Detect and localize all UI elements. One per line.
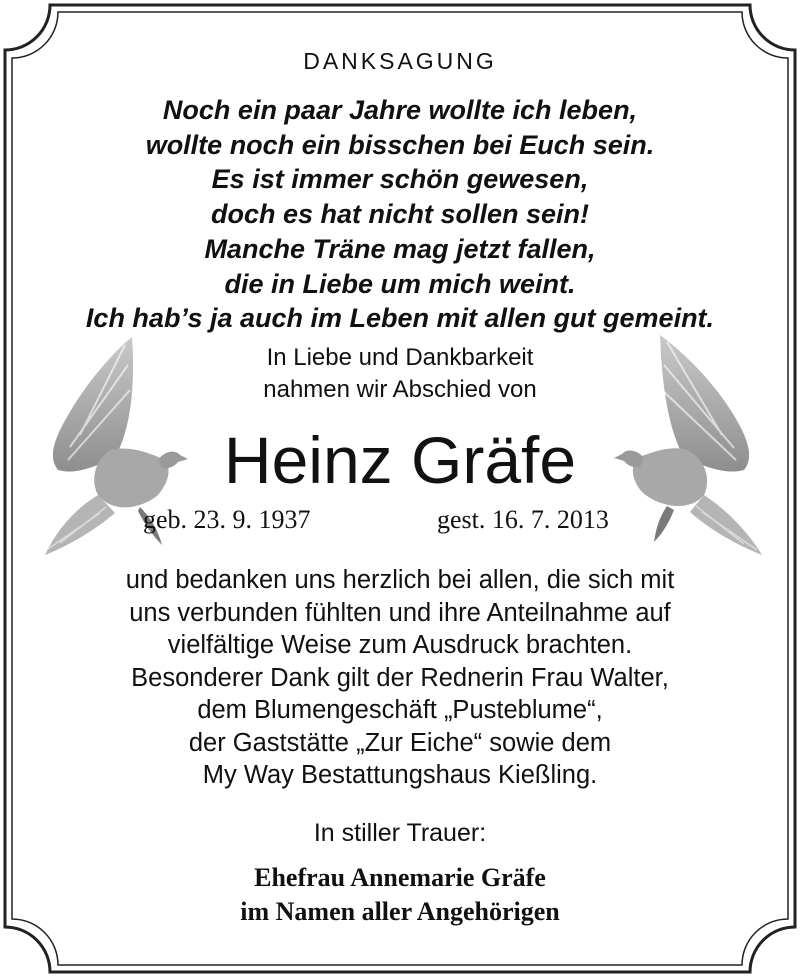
poem-line: die in Liebe um mich weint. bbox=[224, 268, 576, 299]
poem-line: Manche Träne mag jetzt fallen, bbox=[204, 233, 596, 264]
poem bbox=[0, 93, 800, 336]
death-date: gest. 16. 7. 2013 bbox=[437, 505, 609, 534]
thanks-text bbox=[0, 564, 800, 792]
thanks-line: vielfältige Weise zum Ausdruck brachten. bbox=[167, 631, 633, 659]
poem-line: doch es hat nicht sollen sein! bbox=[210, 199, 590, 230]
poem-line: Noch ein paar Jahre wollte ich leben, bbox=[162, 95, 638, 125]
thanks-line: My Way Bestattungshaus Kießling. bbox=[202, 761, 598, 789]
intro-line: nahmen wir Abschied von bbox=[263, 376, 537, 403]
heading: DANKSAGUNG bbox=[303, 48, 497, 74]
signoff-line: Ehefrau Annemarie Gräfe bbox=[254, 863, 546, 892]
intro-line: In Liebe und Dankbarkeit bbox=[266, 344, 534, 371]
mourning-label: In stiller Trauer: bbox=[313, 819, 487, 847]
deceased-name: Heinz Gräfe bbox=[223, 423, 577, 497]
thanks-line: uns verbunden fühlten und ihre Anteilnahme auf bbox=[129, 598, 671, 627]
poem-line: wollte noch ein bisschen bei Euch sein. bbox=[145, 129, 655, 160]
birth-date: geb. 23. 9. 1937 bbox=[143, 505, 311, 534]
thanks-line: und bedanken uns herzlich bei allen, die sich mit bbox=[125, 566, 675, 594]
intro-text bbox=[0, 342, 800, 406]
thanks-line: der Gaststätte „Zur Eiche“ sowie dem bbox=[188, 728, 612, 757]
thanks-line: dem Blumengeschäft „Pusteblume“, bbox=[197, 696, 603, 724]
signoff-line: im Namen aller Angehörigen bbox=[240, 897, 560, 926]
poem-line: Es ist immer schön gewesen, bbox=[211, 164, 589, 195]
thanks-line: Besonderer Dank gilt der Rednerin Frau Walter, bbox=[131, 663, 669, 692]
signoff bbox=[0, 861, 800, 929]
poem-line: Ich hab’s ja auch im Leben mit allen gut gemeint. bbox=[85, 303, 715, 334]
